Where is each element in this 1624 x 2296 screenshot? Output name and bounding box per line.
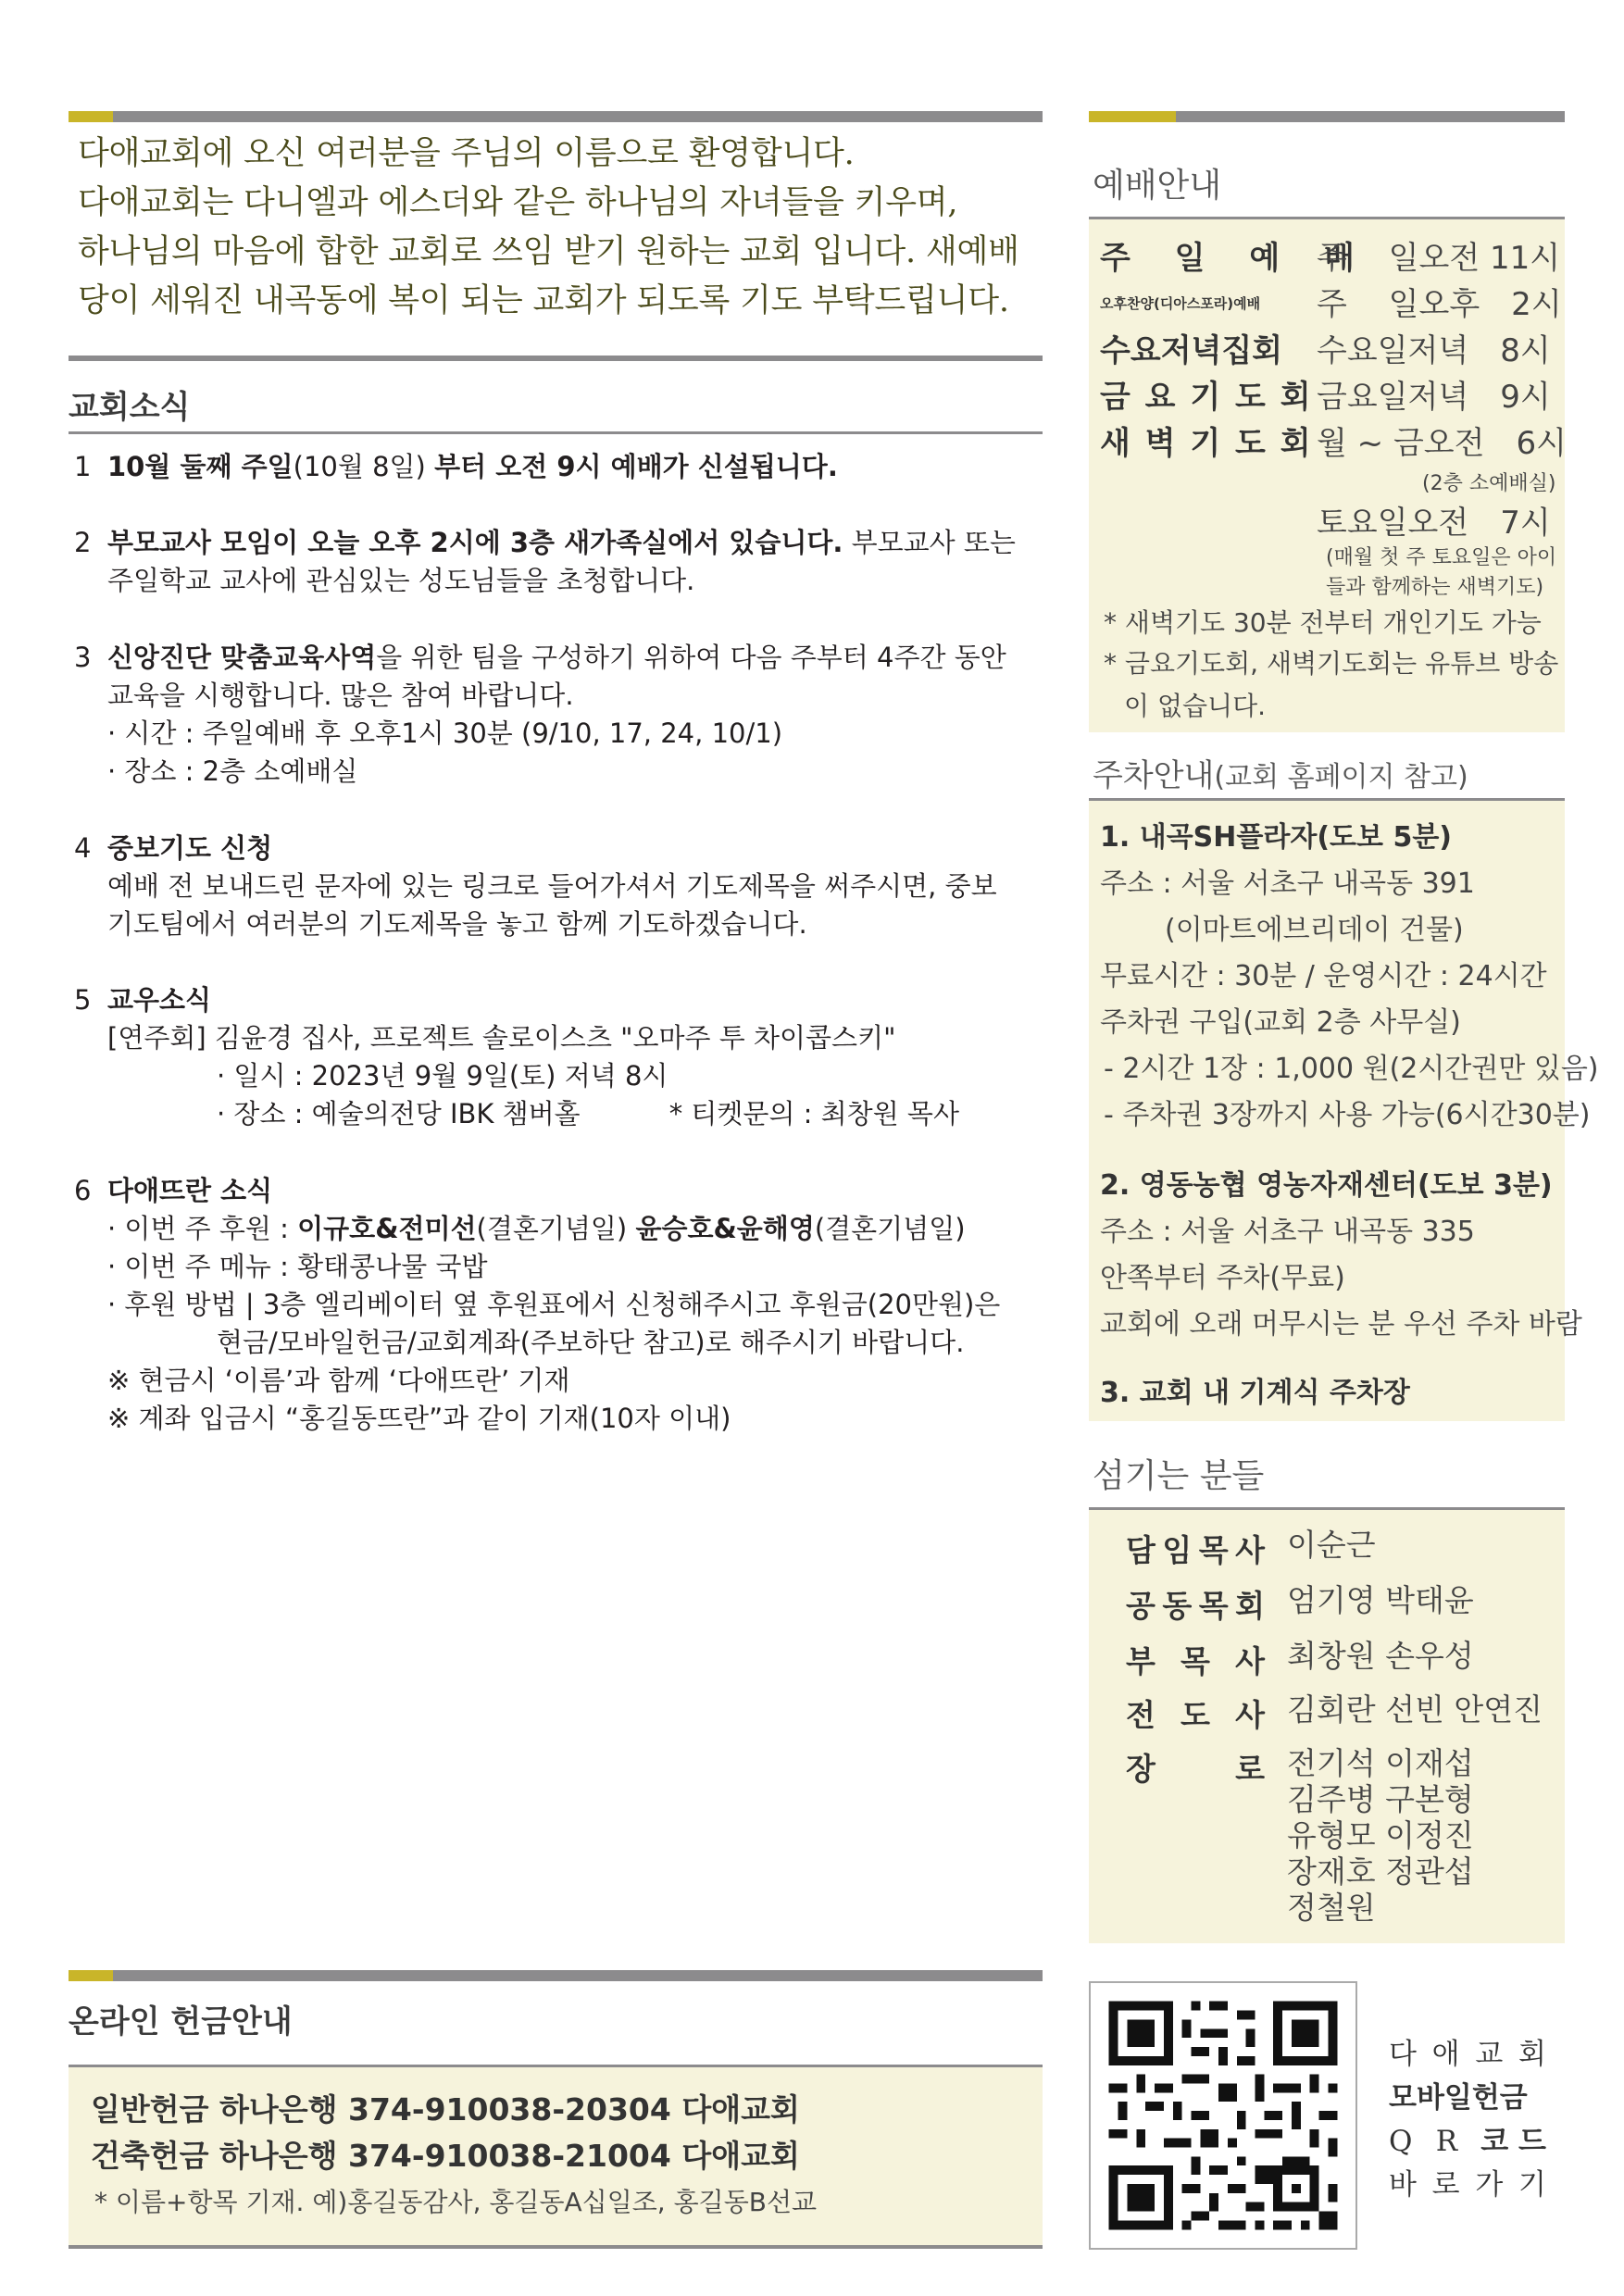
- welcome-bottom-rule: [69, 356, 1043, 361]
- news-item-text: 을 위한 팀을 구성하기 위하여 다음 주부터 4주간 동안: [376, 642, 1006, 673]
- staff-role-associate-pastor: 부 목 사: [1126, 1643, 1265, 1679]
- news-item-bold: 부터 오전 9시 예배가 신설됩니다.: [434, 451, 838, 482]
- news-item-text: (결혼기념일): [476, 1213, 636, 1244]
- parking-text: 교회에 오래 머무시는 분 우선 주차 바람: [1100, 1308, 1582, 1341]
- parking-title-main: 주차안내: [1093, 757, 1215, 794]
- offering-box: [69, 2065, 1043, 2249]
- qr-caption-line: Q R 코 드: [1389, 2125, 1546, 2158]
- news-item-text: 교육을 시행합니다. 많은 참여 바랍니다.: [107, 680, 574, 711]
- news-item-number: 3: [74, 642, 92, 673]
- welcome-top-accent: [69, 111, 113, 122]
- worship-time: 수요일저녁 8시: [1317, 332, 1551, 369]
- worship-box: [1089, 217, 1565, 732]
- parking-title-sub: (교회 홈페이지 참고): [1214, 761, 1468, 793]
- parking-1-title: 1. 내곡SH플라자(도보 5분): [1100, 821, 1453, 854]
- worship-time: 월 ~ 금오전 6시: [1317, 425, 1567, 462]
- staff-role-evangelist: 전 도 사: [1126, 1697, 1265, 1733]
- parking-text: - 주차권 3장까지 사용 가능(6시간30분): [1104, 1099, 1591, 1131]
- news-item-number: 5: [74, 984, 92, 1016]
- qr-caption: [1389, 2033, 1546, 2207]
- parking-text: 주소 : 서울 서초구 내곡동 391: [1100, 867, 1475, 900]
- staff-role-co-pastor: 공 동 목 회: [1126, 1588, 1265, 1624]
- worship-note: 이 없습니다.: [1124, 691, 1267, 721]
- news-item-bold: 다애뜨란 소식: [107, 1175, 273, 1206]
- staff-title: 섬기는 분들: [1093, 1457, 1265, 1495]
- news-item-text: (결혼기념일): [814, 1213, 966, 1244]
- staff-role-lead-pastor: 담 임 목 사: [1126, 1532, 1265, 1568]
- welcome-line: 당이 세워진 내곡동에 복이 되는 교회가 되도록 기도 부탁드립니다.: [78, 282, 1009, 319]
- worship-title: 예배안내: [1093, 167, 1222, 205]
- worship-time: 주 일오전 11시: [1317, 240, 1561, 277]
- parking-text: 주차권 구입(교회 2층 사무실): [1100, 1006, 1461, 1039]
- news-item-number: 4: [74, 832, 92, 864]
- offering-title: 온라인 헌금안내: [69, 2003, 293, 2040]
- news-item-text: ※ 계좌 입금시 “홍길동뜨란”과 같이 기재(10자 이내): [107, 1403, 731, 1434]
- news-title-rule: [69, 431, 1043, 434]
- parking-title: [1093, 750, 1468, 795]
- news-item-bold: 윤승호&윤해영: [635, 1213, 815, 1244]
- welcome-line: 하나님의 마음에 합한 교회로 쓰임 받기 원하는 교회 입니다. 새예배: [78, 233, 1019, 270]
- worship-label: 수요저녁집회: [1100, 332, 1283, 369]
- parking-text: 주소 : 서울 서초구 내곡동 335: [1100, 1216, 1475, 1248]
- offering-top-accent: [69, 1970, 113, 1981]
- offering-building: 건축헌금 하나은행 374-910038-21004 다애교회: [91, 2138, 800, 2174]
- worship-label: 새 벽 기 도 회: [1100, 425, 1313, 462]
- news-item-number: 1: [74, 451, 92, 482]
- news-item-bold: 중보기도 신청: [107, 832, 273, 864]
- parking-text: 안쪽부터 주차(무료): [1100, 1262, 1345, 1294]
- worship-note: (2층 소예배실): [1422, 472, 1556, 495]
- staff-names: 엄기영 박태윤: [1287, 1582, 1474, 1618]
- news-item-text: · 이번 주 메뉴 : 황태콩나물 국밥: [107, 1251, 488, 1282]
- worship-time: 토요일오전 7시: [1317, 505, 1551, 542]
- news-item-text: 주일학교 교사에 관심있는 성도님들을 초청합니다.: [107, 565, 695, 596]
- welcome-line: 다애교회는 다니엘과 에스더와 같은 하나님의 자녀들을 키우며,: [78, 184, 958, 221]
- news-item-text: ※ 현금시 ‘이름’과 함께 ‘다애뜨란’ 기재: [107, 1365, 570, 1396]
- worship-note: * 새벽기도 30분 전부터 개인기도 가능: [1104, 607, 1542, 638]
- news-item-text: · 시간 : 주일예배 후 오후1시 30분 (9/10, 17, 24, 10/1): [107, 718, 783, 749]
- staff-names: 전기석 이재섭 김주병 구본형 유형모 이정진 장재호 정관섭 정철원: [1287, 1745, 1474, 1926]
- offering-general: 일반헌금 하나은행 374-910038-20304 다애교회: [91, 2091, 800, 2128]
- welcome-line: 다애교회에 오신 여러분을 주님의 이름으로 환영합니다.: [78, 135, 855, 172]
- news-item-bold: 이규호&전미선: [297, 1213, 477, 1244]
- news-item-bold: 10월 둘째 주일: [107, 451, 294, 482]
- news-item-number: 6: [74, 1175, 92, 1206]
- qr-caption-line: 다 애 교 회: [1389, 2038, 1546, 2071]
- welcome-top-bar: [69, 111, 1043, 122]
- news-item-text: · 장소 : 2층 소예배실: [107, 755, 358, 787]
- news-item-text: 현금/모바일헌금/교회계좌(주보하단 참고)로 해주시기 바랍니다.: [217, 1327, 965, 1358]
- news-item-bold: 교우소식: [107, 984, 212, 1016]
- news-item-text: 부모교사 또는: [843, 527, 1016, 558]
- welcome-message: [78, 130, 1031, 326]
- news-item-text: · 일시 : 2023년 9월 9일(토) 저녁 8시: [217, 1060, 668, 1092]
- qr-caption-line: 모바일헌금: [1389, 2081, 1528, 2115]
- worship-label: 금 요 기 도 회: [1100, 379, 1313, 416]
- staff-names: 최창원 손우성: [1287, 1638, 1474, 1674]
- staff-names: 김회란 선빈 안연진: [1287, 1691, 1543, 1728]
- news-item-text: · 이번 주 후원 :: [107, 1213, 298, 1244]
- staff-names: 이순근: [1287, 1527, 1376, 1563]
- worship-time: 금요일저녁 9시: [1317, 379, 1551, 416]
- news-item-text: · 장소 : 예술의전당 IBK 챔버홀: [217, 1098, 581, 1129]
- news-item-bold: 부모교사 모임이 오늘 오후 2시에 3층 새가족실에서 있습니다.: [107, 527, 843, 558]
- worship-note: * 금요기도회, 새벽기도회는 유튜브 방송: [1104, 648, 1559, 679]
- offering-note: * 이름+항목 기재. 예)홍길동감사, 홍길동A십일조, 홍길동B선교: [94, 2187, 818, 2217]
- qr-caption-line: 바 로 가 기: [1389, 2168, 1546, 2202]
- qr-code[interactable]: [1089, 1981, 1357, 2250]
- worship-note: (매월 첫 주 토요일은 아이: [1326, 546, 1557, 569]
- offering-top-bar: [69, 1970, 1043, 1981]
- news-title: 교회소식: [69, 389, 191, 426]
- parking-text: - 2시간 1장 : 1,000 원(2시간권만 있음): [1104, 1053, 1599, 1085]
- news-item-bold: 신앙진단 맞춤교육사역: [107, 642, 377, 673]
- news-item-text: 기도팀에서 여러분의 기도제목을 놓고 함께 기도하겠습니다.: [107, 908, 807, 940]
- news-item-text: * 티켓문의 : 최창원 목사: [668, 1098, 959, 1129]
- worship-time: 주 일오후 2시: [1317, 286, 1562, 323]
- worship-label: 주 일 예 배: [1100, 240, 1371, 277]
- news-item-text: 예배 전 보내드린 문자에 있는 링크로 들어가셔서 기도제목을 써주시면, 중보: [107, 870, 997, 902]
- news-item-text: [연주회] 김윤경 집사, 프로젝트 솔로이스츠 "오마주 투 차이콥스키": [107, 1022, 896, 1054]
- right-top-accent: [1089, 111, 1176, 122]
- news-item-number: 2: [74, 527, 92, 558]
- parking-3-title: 3. 교회 내 기계식 주차장: [1100, 1377, 1410, 1409]
- worship-note: 들과 함께하는 새벽기도): [1326, 576, 1544, 599]
- worship-label: 오후찬양(디아스포라)예배: [1100, 295, 1261, 312]
- parking-2-title: 2. 영동농협 영농자재센터(도보 3분): [1100, 1169, 1553, 1202]
- news-item-text: (10월 8일): [293, 451, 435, 482]
- parking-text: 무료시간 : 30분 / 운영시간 : 24시간: [1100, 960, 1547, 992]
- staff-box: [1089, 1507, 1565, 1943]
- parking-text: (이마트에브리데이 건물): [1165, 914, 1464, 946]
- parking-box: [1089, 798, 1599, 1421]
- staff-role-elder: 장 로: [1126, 1751, 1265, 1787]
- news-item-text: · 후원 방법 | 3층 엘리베이터 옆 후원표에서 신청해주시고 후원금(20만원)은: [107, 1289, 1001, 1320]
